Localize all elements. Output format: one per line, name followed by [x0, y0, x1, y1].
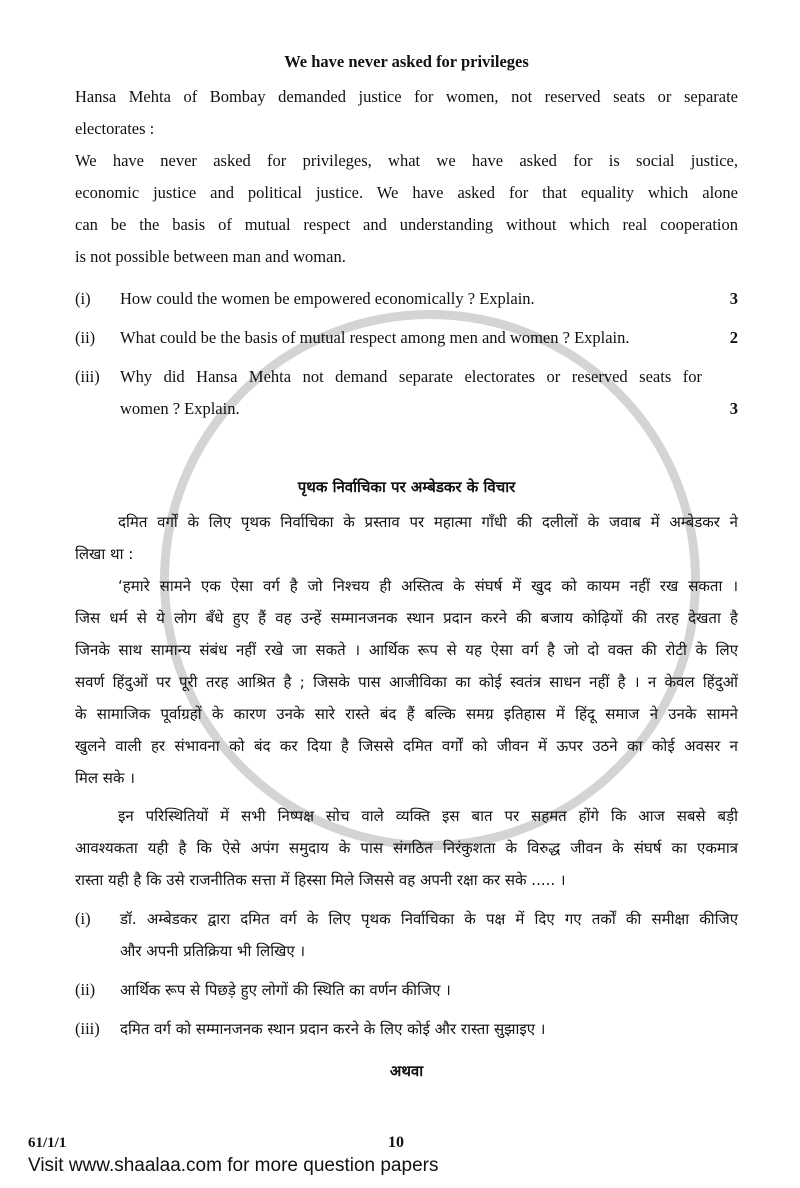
or-separator: अथवा	[389, 1062, 424, 1080]
hindi-para-line: रास्ता यही है कि उसे राजनीतिक सत्ता में हिस्सा मिले जिससे वह अपनी रक्षा कर सके ..... ।	[75, 871, 566, 889]
question-number: (ii)	[75, 980, 96, 999]
english-quote-line: We have never asked for privileges, what we have asked for is social justice,	[75, 151, 738, 170]
english-passage-title: We have never asked for privileges	[284, 52, 529, 71]
english-intro-line: electorates :	[75, 119, 155, 138]
english-quote-line: is not possible between man and woman.	[75, 247, 346, 266]
hindi-quote-line: मिल सके ।	[75, 769, 135, 787]
hindi-question	[75, 1019, 738, 1039]
question-marks: 3	[729, 399, 738, 418]
question-text: What could be the basis of mutual respect among men and women ? Explain.	[120, 328, 630, 347]
question-marks: 2	[729, 328, 738, 347]
page-number: 10	[388, 1134, 404, 1151]
question-text: How could the women be empowered economically ? Explain.	[120, 289, 535, 308]
question-text: दमित वर्ग को सम्मानजनक स्थान प्रदान करने के लिए कोई और रास्ता सुझाइए ।	[120, 1020, 546, 1038]
hindi-quote-line: के सामाजिक पूर्वाग्रहों के कारण उनके सारे रास्ते बंद हैं बल्कि समग्र इतिहास में हिंदू समाज ने उनके सामने	[75, 705, 738, 723]
question-text: और अपनी प्रतिक्रिया भी लिखिए ।	[120, 942, 306, 960]
question-number: (i)	[75, 909, 91, 928]
question-number: (i)	[75, 289, 91, 308]
english-intro-line: Hansa Mehta of Bombay demanded justice for women, not reserved seats or separate	[75, 87, 738, 106]
visit-link[interactable]: Visit www.shaalaa.com for more question papers	[28, 1155, 439, 1176]
hindi-intro-line: दमित वर्गों के लिए पृथक निर्वाचिका के प्रस्ताव पर महात्मा गाँधी की दलीलों के जवाब में अम्बेडकर ने	[118, 513, 738, 531]
question-number: (iii)	[75, 367, 100, 386]
hindi-quote-line: खुलने वाली हर संभावना को बंद कर दिया है जिससे दमित वर्गों को जीवन में ऊपर उठने का कोई अवसर न	[75, 737, 738, 755]
question-number: (ii)	[75, 328, 96, 347]
hindi-quote-line: ‘हमारे सामने एक ऐसा वर्ग है जो निश्चय ही अस्तित्व के संघर्ष में खुद को कायम नहीं रख सकता ।	[118, 577, 738, 595]
hindi-quote-line: जिस धर्म से ये लोग बँधे हुए हैं वह उन्हें सम्मानजनक स्थान प्रदान करने की बजाय कोढ़ियों की तरह देखता है	[75, 609, 738, 627]
english-question	[75, 289, 738, 309]
question-marks: 3	[729, 289, 738, 308]
paper-code: 61/1/1	[28, 1135, 67, 1151]
hindi-passage-title: पृथक निर्वाचिका पर अम्बेडकर के विचार	[297, 478, 516, 496]
english-quote-line: can be the basis of mutual respect and understanding without which real cooperation	[75, 215, 738, 234]
hindi-quote-line: सवर्ण हिंदुओं पर पूरी तरह आश्रित है ; जिसके पास आजीविका का कोई स्वतंत्र साधन नहीं है । न केवल हिंदुओं	[75, 673, 738, 691]
hindi-para-line: आवश्यकता यही है कि ऐसे अपंग समुदाय के पास संगठित निरंकुशता के विरुद्ध जीवन के संघर्ष का एकमात्र	[75, 839, 738, 857]
hindi-question	[75, 909, 738, 961]
english-question	[75, 328, 738, 348]
question-text: women ? Explain.	[120, 399, 240, 418]
hindi-para-line: इन परिस्थितियों में सभी निष्पक्ष सोच वाले व्यक्ति इस बात पर सहमत होंगे कि आज सबसे बड़ी	[118, 807, 738, 825]
question-text: Why did Hansa Mehta not demand separate electorates or reserved seats for	[120, 367, 702, 386]
page-footer	[0, 1116, 800, 1188]
hindi-quote-line: जिनके साथ सामान्य संबंध नहीं रखे जा सकते । आर्थिक रूप से यह ऐसा वर्ग है जो दो वक्त की रोटी के लिए	[75, 641, 738, 659]
hindi-intro-line: लिखा था :	[75, 545, 134, 563]
question-text: आर्थिक रूप से पिछड़े हुए लोगों की स्थिति का वर्णन कीजिए ।	[120, 981, 451, 999]
hindi-question	[75, 980, 738, 1000]
english-quote-line: economic justice and political justice. We have asked for that equality which alone	[75, 183, 738, 202]
question-number: (iii)	[75, 1019, 100, 1038]
question-text: डॉ. अम्बेडकर द्वारा दमित वर्ग के लिए पृथक निर्वाचिका के पक्ष में दिए गए तर्कों की समीक्षा कीजिए	[120, 910, 738, 928]
english-question	[75, 367, 738, 419]
